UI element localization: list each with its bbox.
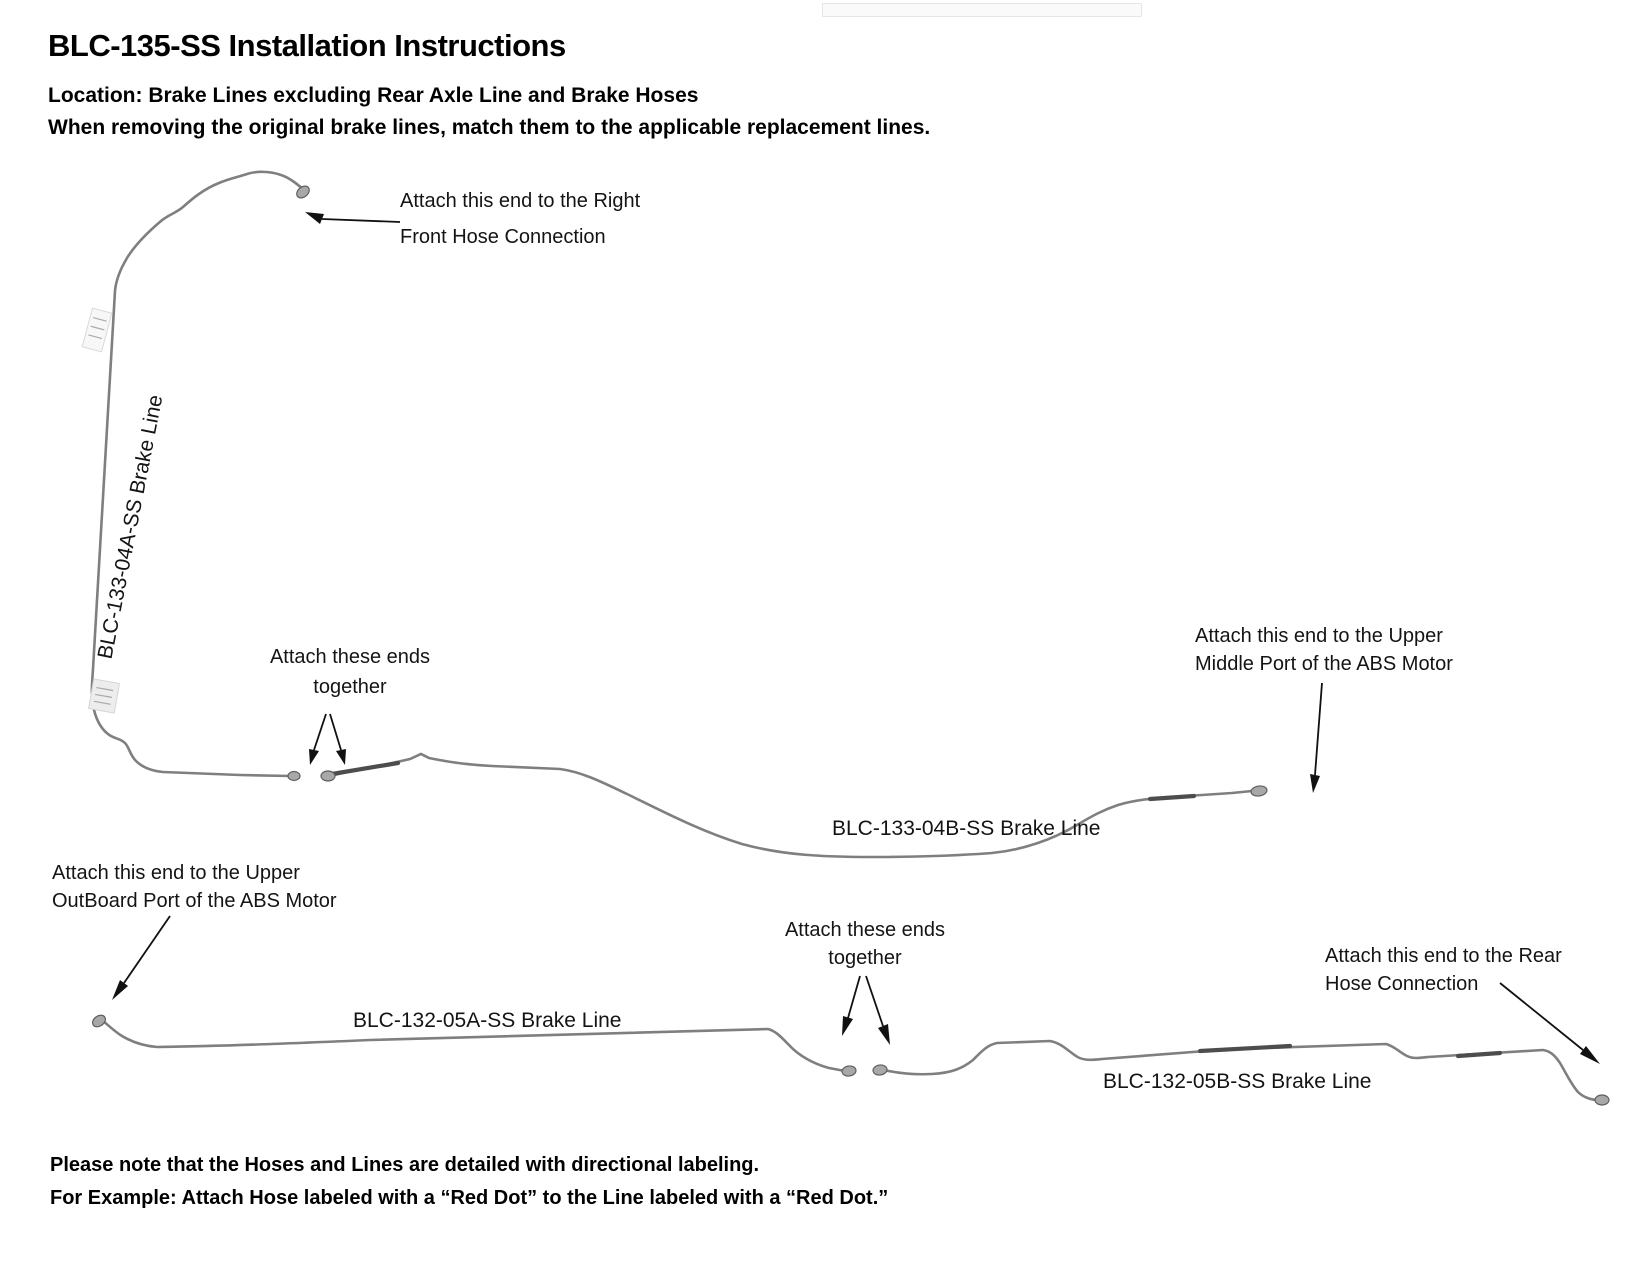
annotation-line: Attach this end to the Upper bbox=[52, 862, 300, 884]
line-sleeve bbox=[1150, 796, 1194, 799]
annotation-ends-together-lower bbox=[785, 916, 945, 972]
arrow-ends-together-lower-right bbox=[866, 976, 890, 1045]
arrow-abs-outboard-port bbox=[112, 916, 170, 1000]
label-blc-133-04b: BLC-133-04B-SS Brake Line bbox=[832, 817, 1101, 840]
annotation-line: Attach this end to the Upper bbox=[1195, 625, 1443, 647]
instruction-line: When removing the original brake lines, match them to the applicable replacement lines. bbox=[48, 116, 931, 139]
fitting-04b-end bbox=[1250, 785, 1267, 797]
label-blc-133-04a: BLC-133-04A-SS Brake Line bbox=[93, 392, 168, 661]
fitting-05b-end bbox=[1595, 1095, 1609, 1105]
footer-note-line: Please note that the Hoses and Lines are detailed with directional labeling. bbox=[50, 1154, 760, 1176]
fitting-04b-start bbox=[321, 771, 335, 781]
line-tag bbox=[82, 308, 112, 352]
fitting-05a-end bbox=[841, 1065, 856, 1077]
location-line: Location: Brake Lines excluding Rear Axle Line and Brake Hoses bbox=[48, 84, 699, 107]
annotation-ends-together-upper bbox=[270, 642, 430, 702]
brake-line-blc-133-04b bbox=[329, 754, 1252, 857]
annotation-line: Hose Connection bbox=[1325, 973, 1479, 995]
annotation-line: Attach these ends bbox=[784, 919, 946, 941]
annotation-line: Attach this end to the Right bbox=[400, 190, 641, 212]
annotation-line: Attach this end to the Rear bbox=[1325, 945, 1562, 967]
fitting-04a-end bbox=[288, 772, 300, 781]
arrow-ends-together-upper-right bbox=[330, 714, 346, 765]
fitting-05b-start bbox=[872, 1064, 887, 1076]
label-blc-132-05b: BLC-132-05B-SS Brake Line bbox=[1103, 1070, 1372, 1093]
annotation-abs-middle-port bbox=[1195, 622, 1453, 678]
page-title: BLC-135-SS Installation Instructions bbox=[48, 28, 566, 63]
footer-notes bbox=[50, 1149, 888, 1215]
line-sleeve bbox=[332, 763, 398, 774]
annotation-right-front-hose bbox=[400, 183, 640, 255]
line-sleeve bbox=[1458, 1053, 1500, 1056]
annotation-line: OutBoard Port of the ABS Motor bbox=[52, 890, 337, 912]
annotation-abs-outboard-port bbox=[52, 859, 337, 915]
annotation-line: together bbox=[828, 947, 902, 969]
annotation-rear-hose bbox=[1325, 942, 1562, 998]
fitting-right-front bbox=[294, 184, 311, 201]
annotation-line: Attach these ends bbox=[269, 646, 431, 668]
arrow-ends-together-upper-left bbox=[309, 714, 326, 765]
label-blc-132-05a: BLC-132-05A-SS Brake Line bbox=[353, 1009, 622, 1032]
arrow-abs-middle-port bbox=[1310, 683, 1322, 793]
arrow-ends-together-lower-left bbox=[842, 976, 860, 1036]
arrow-right-front-hose bbox=[305, 212, 400, 224]
annotation-line: Middle Port of the ABS Motor bbox=[1195, 653, 1453, 675]
annotation-line: Front Hose Connection bbox=[400, 226, 606, 248]
fitting-05a-start bbox=[90, 1013, 107, 1029]
footer-note-line: For Example: Attach Hose labeled with a “Red Dot” to the Line labeled with a “Red Dot.” bbox=[50, 1187, 889, 1209]
line-tag bbox=[89, 679, 120, 713]
annotation-line: together bbox=[313, 676, 387, 698]
line-sleeve bbox=[1200, 1046, 1290, 1051]
